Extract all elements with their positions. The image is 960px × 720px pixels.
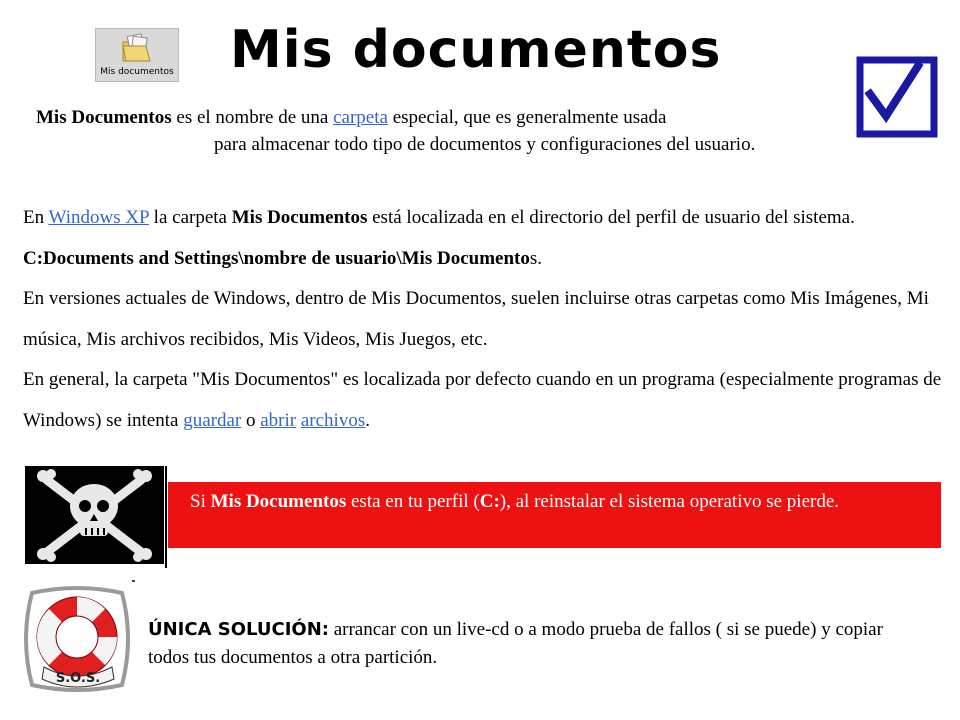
solution-paragraph [148, 616, 928, 672]
para3-text-1: En general, la carpeta "Mis Documentos" es localizada por defecto cuando en un programa (especialmente programas de Windows) se intenta [23, 369, 942, 431]
intro-bold-term: Mis Documentos [36, 107, 172, 128]
warning-text-1: Si [190, 491, 211, 512]
mis-documentos-folder-icon [95, 28, 179, 82]
intro-text-b: especial, que es generalmente usada [387, 107, 667, 128]
paragraph-versiones: En versiones actuales de Windows, dentro de Mis Documentos, suelen incluirse otras carpetas como Mis Imágenes, Mi música, Mis archivos recibidos, Mis Videos, Mis Juegos, etc. [23, 288, 929, 350]
folder-icon-caption: Mis documentos [100, 67, 174, 77]
intro-text-c: para almacenar todo tipo de documentos y configuraciones del usuario. [214, 134, 756, 155]
para3-text-4: . [365, 409, 370, 431]
warning-text-3: ), al reinstalar el sistema operativo se pierde. [499, 491, 840, 512]
para3-text-2: o [241, 409, 261, 431]
link-carpeta[interactable]: carpeta [333, 107, 388, 128]
lifebuoy-icon [22, 585, 132, 693]
intro-text-a: es el nombre de una [171, 107, 334, 128]
link-archivos[interactable]: archivos [300, 409, 366, 431]
skull-crossbones-icon [25, 466, 164, 564]
skull-crossbones-image [25, 466, 164, 564]
paragraph-windows-xp [23, 198, 948, 279]
link-abrir[interactable]: abrir [260, 409, 297, 431]
checked-box-icon [856, 56, 938, 138]
warning-bold-term: Mis Documentos [210, 491, 347, 512]
para1-bold-path: C:Documents and Settings\nombre de usuario\Mis Documento [23, 247, 530, 269]
warning-bold-drive: C: [479, 491, 500, 512]
vertical-divider [165, 466, 167, 568]
link-guardar[interactable]: guardar [183, 409, 242, 431]
paragraph-general [23, 360, 948, 441]
intro-paragraph [36, 104, 836, 158]
para1-text-3: está localizada en el directorio del perfil de usuario del sistema. [367, 207, 855, 228]
warning-text-2: esta en tu perfil ( [346, 491, 480, 512]
warning-box [168, 482, 941, 548]
body-text [23, 198, 948, 441]
link-windows-xp[interactable]: Windows XP [48, 207, 149, 228]
sos-label: S.O.S. [55, 671, 101, 686]
para1-text-1: En [23, 207, 49, 228]
folder-icon [120, 33, 154, 65]
solution-text: arrancar con un live-cd o a modo prueba de fallos ( si se puede) y copiar todos tus documentos a otra partición. [148, 619, 883, 668]
para1-text-2: la carpeta [148, 207, 232, 228]
para1-text-4: s. [529, 247, 543, 269]
para1-bold-term: Mis Documentos [231, 207, 368, 228]
sos-lifebuoy-image [22, 585, 132, 693]
decorative-mark [132, 580, 135, 582]
page-title: Mis documentos [230, 20, 722, 80]
solution-heading: ÚNICA SOLUCIÓN: [148, 619, 329, 640]
